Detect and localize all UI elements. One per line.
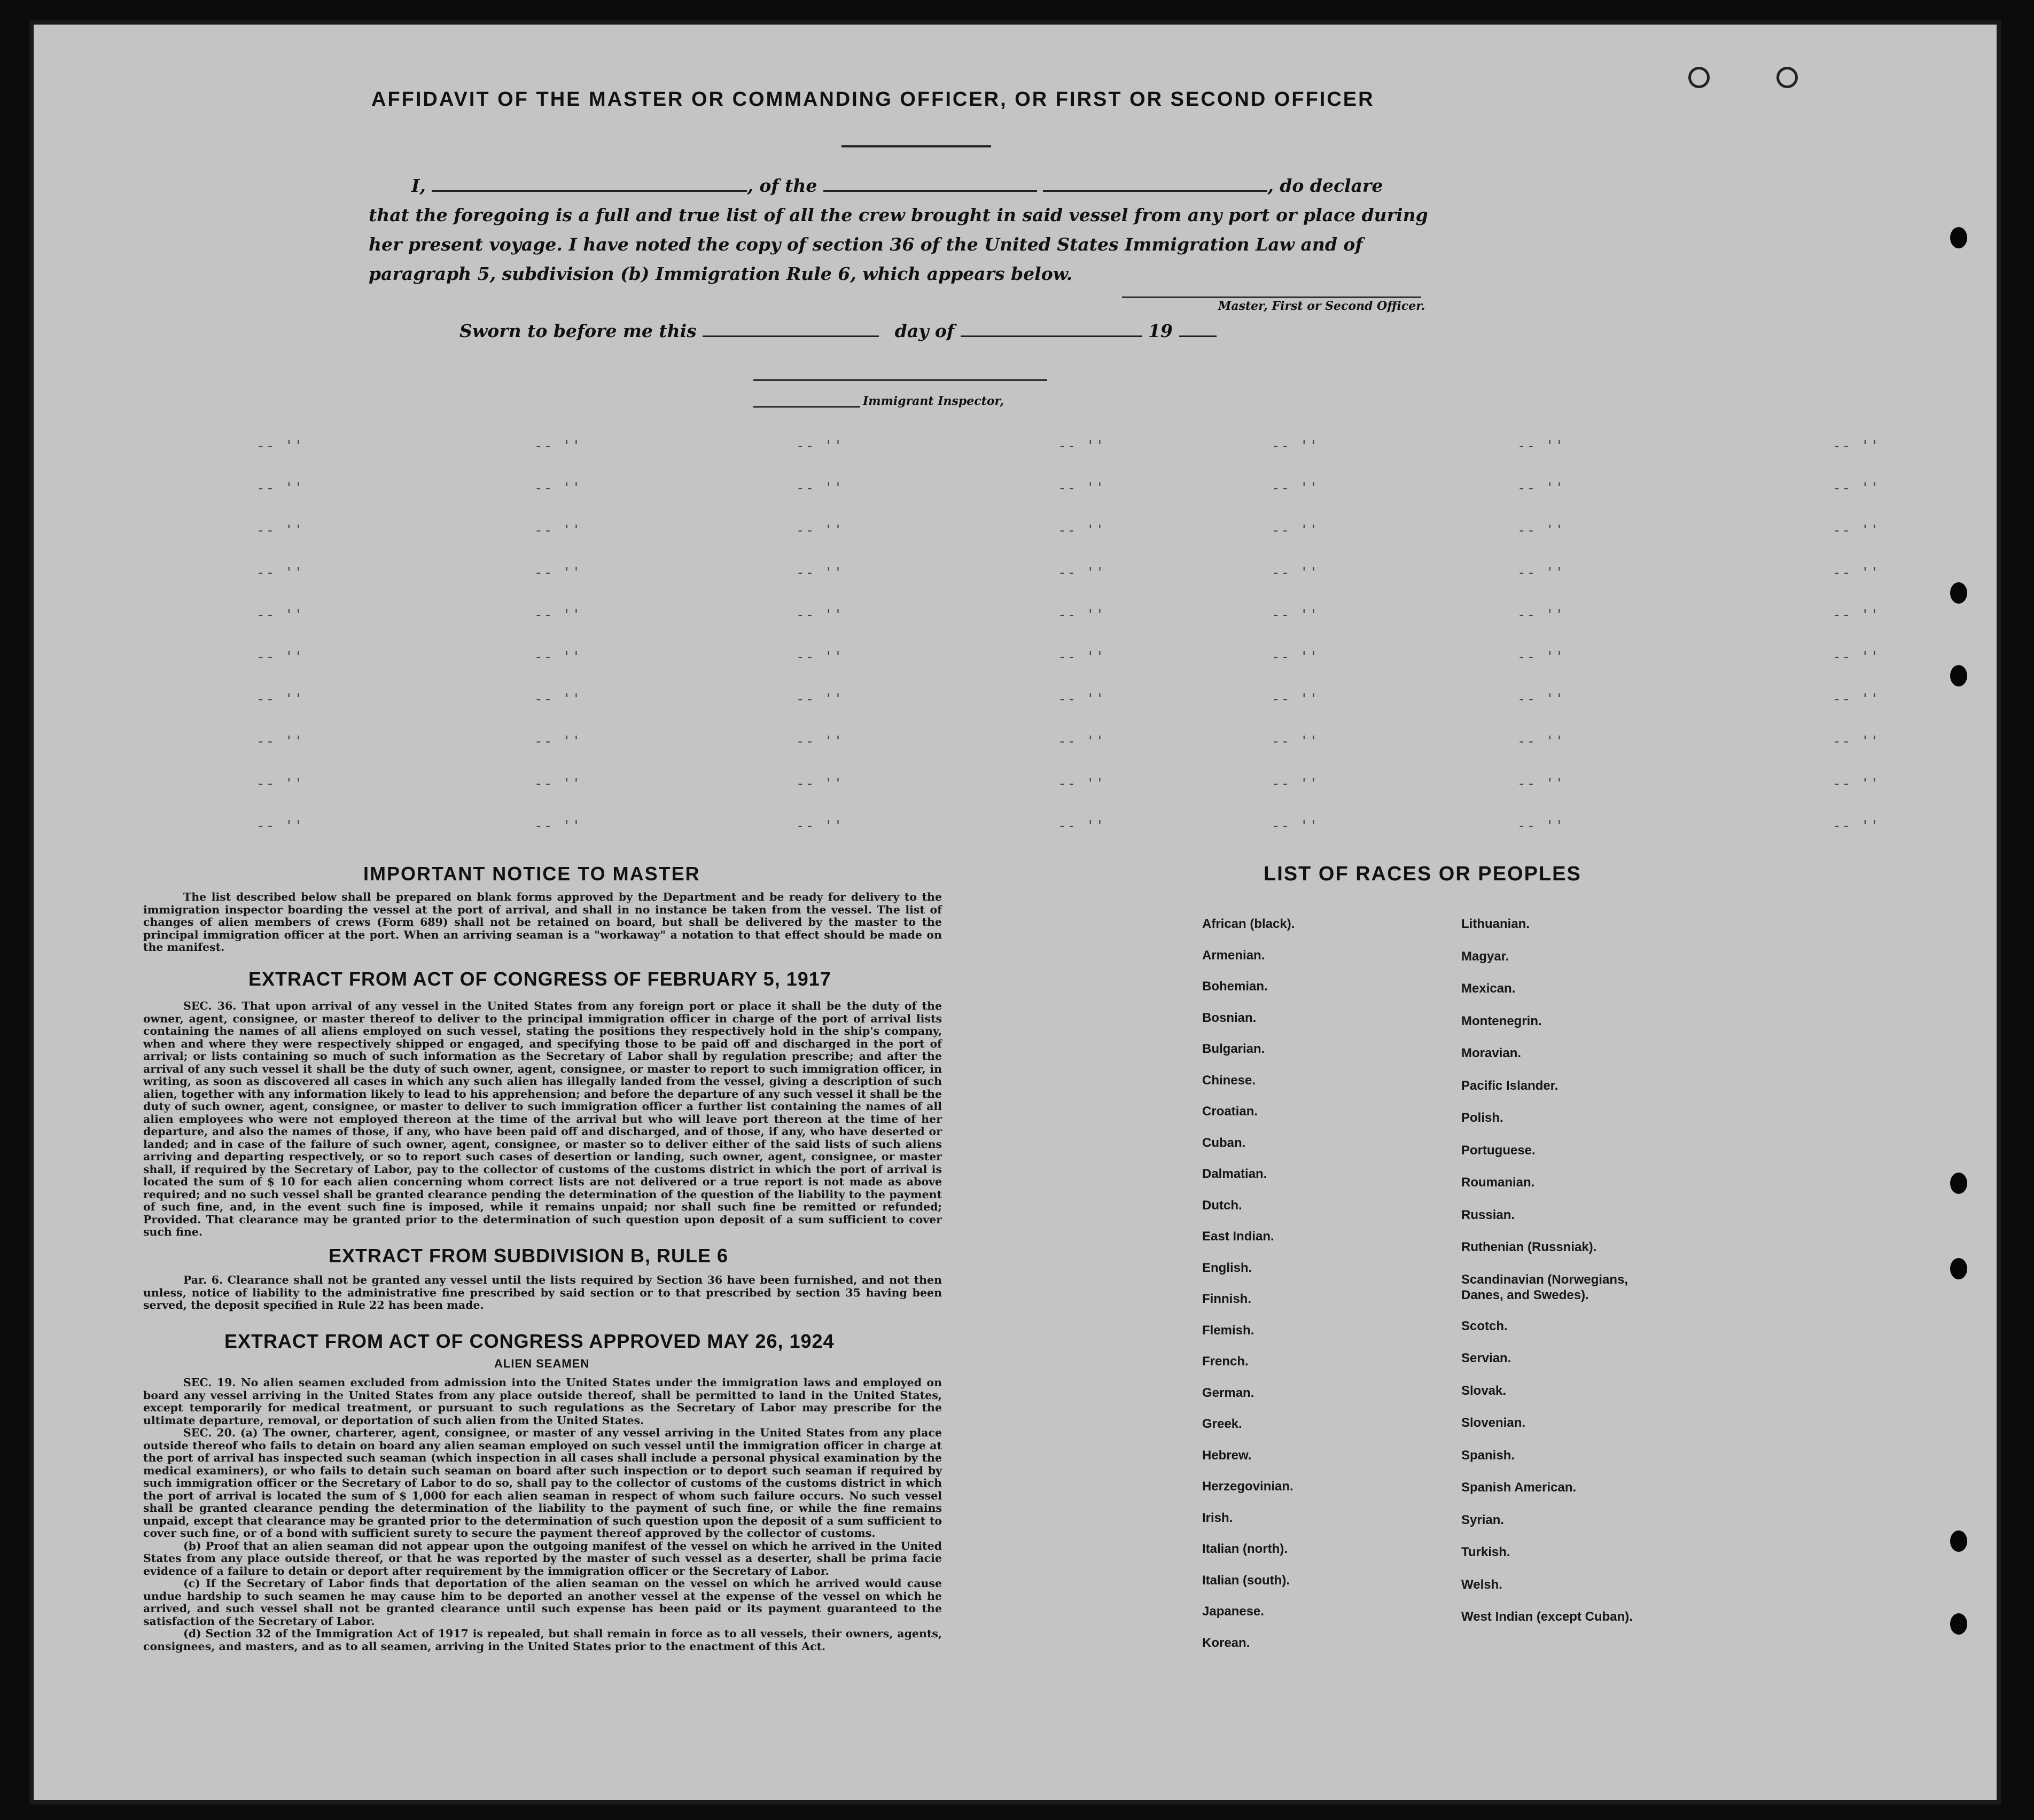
sworn-year-blank xyxy=(1179,321,1217,337)
race-item: Welsh. xyxy=(1461,1577,1502,1592)
race-item: Herzegovinian. xyxy=(1202,1479,1293,1494)
race-item: Greek. xyxy=(1202,1417,1242,1431)
ditto-mark: -- '' xyxy=(534,607,582,623)
sworn-prefix: Sworn to before me this xyxy=(459,321,697,341)
ditto-mark: -- '' xyxy=(1272,565,1319,581)
vessel-blank-2 xyxy=(1043,175,1267,192)
race-item: Italian (north). xyxy=(1202,1542,1288,1556)
extract-1917-text: SEC. 36. That upon arrival of any vessel in the United States from any foreign port or place it shall be the duty of the owner, agent, consignee, or master thereof to deliver to the principal immigration officer in charge of the port of arrival lists containing the names of all aliens employed on such vessel, stating the positions they respectively hold in the ship's company, when and where they were respectively shipped or engaged, and specifying those to be paid off and discharged in the port of arrival; or lists containing so much of such information as the Secretary of Labor shall by regulation prescribe; and after the arrival of any such vessel it shall be the duty of such owner, agent, consignee, or master to report to such immigration officer, in writing, as soon as discovered all cases in which any such alien has illegally landed from the vessel, giving a description of such alien, together with any information likely to lead to his apprehension; and before the departure of any such vessel it shall be the duty of such owner, agent, consignee, or master to deliver to such immigration officer a further list containing the names of all alien employees who were not employed thereon at the time of the arrival but who will leave port thereon at the time of her departure, and also the names of those, if any, who have been paid off and discharged, and of those, if any, who have deserted or landed; and in case of the failure of such owner, agent, consignee, or master so to deliver either of the said lists of such aliens arriving and departing respectively, or so to report such cases of desertion or landing, such owner, agent, consignee, or master shall, if required by the Secretary of Labor, pay to the collector of customs of the customs district in which the port of arrival is located the sum of $ 10 for each alien concerning whom correct lists are not delivered or a true report is not made as above required; and no such vessel shall be granted clearance pending the determination of the question of the liability to the payment of such fine, and, in the event such fine is imposed, while it remains unpaid; nor shall such fine be remitted or refunded; Provided. That clearance may be granted prior to the determination of such question upon deposit of a sum sufficient to cover such fine. xyxy=(143,999,942,1238)
binder-hole xyxy=(1950,1530,1967,1552)
ditto-mark: -- '' xyxy=(796,776,844,792)
declaration-do-declare: , do declare xyxy=(1267,175,1383,196)
ditto-mark: -- '' xyxy=(534,438,582,454)
race-item: Korean. xyxy=(1202,1635,1250,1650)
race-item: Russian. xyxy=(1461,1207,1515,1222)
sworn-month-blank xyxy=(961,321,1142,337)
race-item: Armenian. xyxy=(1202,948,1265,963)
ditto-mark: -- '' xyxy=(796,733,844,749)
race-item: Slovenian. xyxy=(1461,1416,1526,1430)
ditto-mark: -- '' xyxy=(256,522,304,538)
ditto-mark: -- '' xyxy=(1272,733,1319,749)
signature-caption: Master, First or Second Officer. xyxy=(1218,299,1425,313)
sec-20d-text: (d) Section 32 of the Immigration Act of 1917 is repealed, but shall remain in force as to all vessels, their owners, agents, consignees, and masters, and as to all seamen, arriving in the United States prior to the enactment of this Act. xyxy=(143,1627,942,1653)
ditto-mark: -- '' xyxy=(256,691,304,707)
ditto-mark: -- '' xyxy=(1833,607,1880,623)
name-blank xyxy=(432,175,747,192)
race-item: Slovak. xyxy=(1461,1383,1507,1398)
ditto-mark: -- '' xyxy=(1517,818,1565,834)
ditto-mark: -- '' xyxy=(1517,733,1565,749)
subdivision-b-text: Par. 6. Clearance shall not be granted any vessel until the lists required by Section 36 have been furnished, and not then unless, notice of liability to the administrative fine prescribed by said section or to that prescribed by section 35 having been served, the deposit specified in Rule 22 has been made. xyxy=(143,1274,942,1311)
hole-ring-2 xyxy=(1776,67,1798,88)
declaration-text: that the foregoing is a full and true list of all the crew brought in said vessel from any port or place during her present voyage. I have noted the copy of section 36 of the United States Immigration Law and of paragraph 5, subdivision (b) Immigration Rule 6, which appears below. xyxy=(369,205,1428,284)
race-item: Polish. xyxy=(1461,1111,1503,1125)
sec-20a-text: SEC. 20. (a) The owner, charterer, agent, consignee, or master of any vessel arriving in the United States from any place outside thereof who fails to detain on board any alien seaman employed on such vessel until the immigration officer in charge at the port of arrival has inspected such seaman (which inspection in all cases shall include a personal physical examination by the medical examiners), or who fails to detain such seaman on board after such inspection or to deport such seaman if required by such immigration officer or the Secretary of Labor to do so, shall pay to the collector of customs of the customs district in which the port of arrival is located the sum of $ 1,000 for each alien seaman in respect of whom such failure occurs. No such vessel shall be granted clearance pending the determination of the liability to the payment of such fine, or while the fine remains unpaid, except that clearance may be granted prior to the determination of such question upon the deposit of a sum sufficient to cover such fine, or of a bond with sufficient surety to secure the payment thereof approved by the collector of customs. xyxy=(143,1426,942,1540)
race-item: Magyar. xyxy=(1461,949,1509,964)
race-item: Dalmatian. xyxy=(1202,1167,1267,1181)
ditto-mark: -- '' xyxy=(534,565,582,581)
ditto-mark: -- '' xyxy=(1272,776,1319,792)
ditto-mark: -- '' xyxy=(1272,649,1319,665)
race-item: Scandinavian (Norwegians, Danes, and Swedes). xyxy=(1461,1272,1628,1302)
ditto-mark: -- '' xyxy=(256,480,304,496)
inspector-line-lower xyxy=(753,406,860,408)
ditto-mark: -- '' xyxy=(534,480,582,496)
ditto-mark: -- '' xyxy=(256,818,304,834)
ditto-mark: -- '' xyxy=(1517,565,1565,581)
ditto-mark: -- '' xyxy=(796,691,844,707)
race-item: Servian. xyxy=(1461,1351,1511,1365)
race-item: West Indian (except Cuban). xyxy=(1461,1610,1633,1624)
ditto-mark: -- '' xyxy=(1833,438,1880,454)
binder-hole xyxy=(1950,1613,1967,1635)
race-item: Mexican. xyxy=(1461,981,1516,996)
ditto-mark: -- '' xyxy=(1517,649,1565,665)
binder-hole xyxy=(1950,582,1967,604)
race-item: Scotch. xyxy=(1461,1318,1508,1333)
ditto-mark: -- '' xyxy=(796,818,844,834)
ditto-mark: -- '' xyxy=(256,565,304,581)
ditto-mark: -- '' xyxy=(796,438,844,454)
ditto-mark: -- '' xyxy=(1517,522,1565,538)
race-item: French. xyxy=(1202,1354,1249,1369)
ditto-mark: -- '' xyxy=(1517,438,1565,454)
ditto-mark: -- '' xyxy=(1058,818,1105,834)
ditto-mark: -- '' xyxy=(256,776,304,792)
race-item: English. xyxy=(1202,1260,1252,1275)
ditto-mark: -- '' xyxy=(1517,691,1565,707)
race-item: Pacific Islander. xyxy=(1461,1078,1558,1093)
race-item: East Indian. xyxy=(1202,1229,1274,1244)
ditto-mark: -- '' xyxy=(534,649,582,665)
ditto-mark: -- '' xyxy=(1833,818,1880,834)
ditto-mark: -- '' xyxy=(256,607,304,623)
binder-hole xyxy=(1950,1173,1967,1194)
ditto-mark: -- '' xyxy=(1833,733,1880,749)
ditto-mark: -- '' xyxy=(796,522,844,538)
sworn-day-blank xyxy=(703,321,879,337)
inspector-line-upper xyxy=(753,379,1047,381)
declaration-i: I, xyxy=(411,175,426,196)
notice-heading: IMPORTANT NOTICE TO MASTER xyxy=(363,863,700,885)
ditto-mark: -- '' xyxy=(1833,649,1880,665)
race-item: Italian (south). xyxy=(1202,1573,1290,1588)
ditto-mark: -- '' xyxy=(1058,776,1105,792)
race-item: Hebrew. xyxy=(1202,1448,1252,1463)
race-item: Japanese. xyxy=(1202,1604,1265,1619)
ditto-mark: -- '' xyxy=(1058,733,1105,749)
ditto-mark: -- '' xyxy=(1058,438,1105,454)
ditto-mark: -- '' xyxy=(534,691,582,707)
ditto-mark: -- '' xyxy=(796,480,844,496)
ditto-mark: -- '' xyxy=(1058,691,1105,707)
ditto-mark: -- '' xyxy=(534,733,582,749)
inspector-caption: Immigrant Inspector, xyxy=(863,394,1004,408)
ditto-mark: -- '' xyxy=(1058,649,1105,665)
alien-seamen-subheading: ALIEN SEAMEN xyxy=(494,1357,590,1370)
binder-hole xyxy=(1950,227,1967,248)
ditto-mark: -- '' xyxy=(1272,607,1319,623)
race-item: Bohemian. xyxy=(1202,979,1268,994)
ditto-mark: -- '' xyxy=(1517,480,1565,496)
race-item: Ruthenian (Russniak). xyxy=(1461,1240,1597,1254)
ditto-mark: -- '' xyxy=(1058,565,1105,581)
ditto-mark: -- '' xyxy=(1517,607,1565,623)
affidavit-title: AFFIDAVIT OF THE MASTER OR COMMANDING OFFICER, OR FIRST OR SECOND OFFICER xyxy=(371,88,1375,111)
declaration-of-the: , of the xyxy=(747,175,817,196)
declaration-paragraph xyxy=(369,171,1432,288)
race-item: Spanish American. xyxy=(1461,1480,1577,1495)
race-item: Bulgarian. xyxy=(1202,1042,1265,1056)
sworn-line xyxy=(459,321,1217,341)
extract-1917-heading: EXTRACT FROM ACT OF CONGRESS OF FEBRUARY 5, 1917 xyxy=(248,968,831,990)
races-heading: LIST OF RACES OR PEOPLES xyxy=(1264,863,1581,885)
ditto-mark: -- '' xyxy=(1272,438,1319,454)
race-item: Moravian. xyxy=(1461,1046,1522,1060)
race-item: Portuguese. xyxy=(1461,1143,1536,1158)
signature-line xyxy=(1122,296,1421,298)
ditto-mark: -- '' xyxy=(1058,522,1105,538)
race-item: Montenegrin. xyxy=(1461,1013,1542,1028)
subdivision-b-heading: EXTRACT FROM SUBDIVISION B, RULE 6 xyxy=(329,1245,729,1267)
ditto-mark: -- '' xyxy=(256,438,304,454)
ditto-mark: -- '' xyxy=(534,522,582,538)
ditto-mark: -- '' xyxy=(1833,691,1880,707)
race-item: Spanish. xyxy=(1461,1448,1515,1463)
extract-1924-body xyxy=(143,1377,942,1653)
race-item: Bosnian. xyxy=(1202,1010,1257,1025)
ditto-mark: -- '' xyxy=(1272,691,1319,707)
hole-ring-1 xyxy=(1688,67,1710,88)
extract-1924-heading: EXTRACT FROM ACT OF CONGRESS APPROVED MAY 26, 1924 xyxy=(224,1330,835,1352)
ditto-mark: -- '' xyxy=(256,649,304,665)
ditto-mark: -- '' xyxy=(1058,607,1105,623)
race-item: Cuban. xyxy=(1202,1135,1246,1150)
race-item: Flemish. xyxy=(1202,1323,1254,1338)
race-item: Finnish. xyxy=(1202,1292,1251,1306)
ditto-mark: -- '' xyxy=(1833,522,1880,538)
ditto-mark: -- '' xyxy=(1833,565,1880,581)
race-item: Syrian. xyxy=(1461,1512,1505,1527)
ditto-mark: -- '' xyxy=(534,818,582,834)
race-item: Roumanian. xyxy=(1461,1175,1535,1190)
ditto-mark: -- '' xyxy=(796,565,844,581)
race-item: Chinese. xyxy=(1202,1073,1256,1088)
race-item: German. xyxy=(1202,1385,1254,1400)
race-item: Irish. xyxy=(1202,1510,1233,1525)
race-item: Croatian. xyxy=(1202,1104,1258,1119)
ditto-mark: -- '' xyxy=(1272,818,1319,834)
sec-19-text: SEC. 19. No alien seamen excluded from admission into the United States under the immigration laws and employed on board any vessel arriving in the United States from any place outside thereof, shall be permitted to land in the United States, except temporarily for medical treatment, or pursuant to such regulations as the Secretary of Labor may prescribe for the ultimate departure, removal, or deportation of such alien from the United States. xyxy=(143,1376,942,1427)
ditto-mark: -- '' xyxy=(534,776,582,792)
title-underline xyxy=(841,145,991,147)
sec-20b-text: (b) Proof that an alien seaman did not appear upon the outgoing manifest of the vessel on which he arrived in the United States from any place outside thereof, or that he was reported by the master of such vessel as a deserter, shall be prima facie evidence of a failure to detain or deport after requirement by the immigration officer or the Secretary of Labor. xyxy=(143,1539,942,1577)
race-item: Lithuanian. xyxy=(1461,917,1530,931)
ditto-mark: -- '' xyxy=(796,607,844,623)
race-item: African (black). xyxy=(1202,917,1295,931)
ditto-grid xyxy=(256,438,1939,865)
ditto-mark: -- '' xyxy=(1517,776,1565,792)
ditto-mark: -- '' xyxy=(1272,480,1319,496)
ditto-mark: -- '' xyxy=(1833,480,1880,496)
binder-hole xyxy=(1950,665,1967,686)
race-item: Turkish. xyxy=(1461,1545,1510,1559)
ditto-mark: -- '' xyxy=(796,649,844,665)
sec-20c-text: (c) If the Secretary of Labor finds that deportation of the alien seaman on the vessel on which he arrived would cause undue hardship to such seamen he may cause him to be deported an another vessel at the expense of the vessel on which he arrived, and such vessel shall not be granted clearance until such expense has been paid or its payment guaranteed to the satisfaction of the Secretary of Labor. xyxy=(143,1577,942,1628)
binder-hole xyxy=(1950,1258,1967,1279)
sworn-year: 19 xyxy=(1148,321,1173,341)
notice-text: The list described below shall be prepared on blank forms approved by the Department and be ready for delivery to the immigration inspector boarding the vessel at the port of arrival, and shall in no instance be taken from the vessel. The list of changes of alien members of crews (Form 689) shall not be retained on board, but shall be delivered by the master to the principal immigration officer at the port. When an arriving seaman is a "workaway" a notation to that effect should be made on the manifest. xyxy=(143,891,942,954)
ditto-mark: -- '' xyxy=(1058,480,1105,496)
vessel-blank-1 xyxy=(823,175,1037,192)
ditto-mark: -- '' xyxy=(256,733,304,749)
race-item: Dutch. xyxy=(1202,1198,1242,1213)
sworn-day-of: day of xyxy=(894,321,955,341)
ditto-mark: -- '' xyxy=(1272,522,1319,538)
ditto-mark: -- '' xyxy=(1833,776,1880,792)
